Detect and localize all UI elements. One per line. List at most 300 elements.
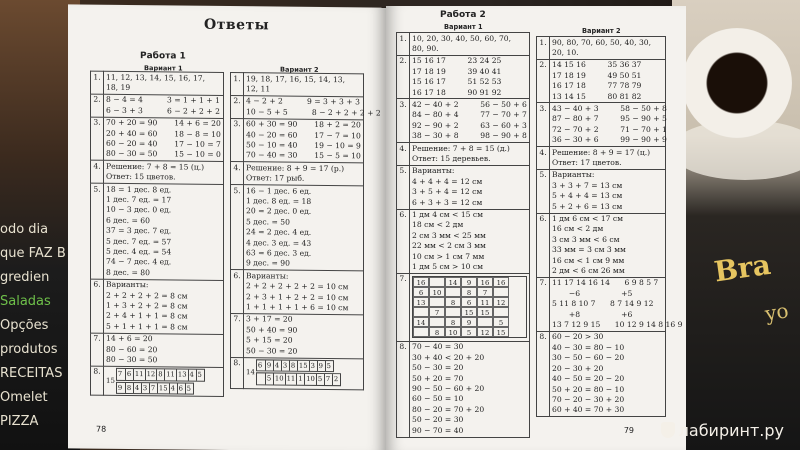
answer-row [397, 33, 530, 56]
answer-line: 60 + 30 = 90 18 + 2 = 20 [246, 119, 361, 130]
task-number: 4. [397, 143, 410, 166]
task-answer [550, 213, 666, 277]
answer-line: 18 = 1 дес. 8 ед. [106, 184, 172, 194]
square-cell [429, 297, 445, 307]
task-number: 6. [91, 279, 104, 333]
grid-cell: 3 [282, 361, 288, 370]
answer-line: 5 дес. 4 ед. = 54 [106, 246, 172, 257]
answer-row [231, 118, 364, 163]
answer-line: 14 15 16 35 36 37 [552, 60, 642, 70]
answer-line: 4 − 2 + 2 9 = 3 + 3 + 3 [246, 96, 360, 107]
grid-cell: 6 [257, 361, 263, 370]
grid-cell: 15 [298, 361, 308, 370]
answer-line: 33 мм = 3 см 3 мм [552, 245, 626, 255]
square-cell: 7 [429, 307, 445, 317]
answer-row [91, 333, 224, 368]
chalk-menu-word: RECEITAS [0, 366, 63, 381]
answer-line: 18, 19 [106, 82, 131, 92]
grid-cell: 10 [274, 374, 284, 384]
task-number: 8. [537, 331, 550, 416]
answer-row [231, 313, 364, 358]
square-cell [477, 317, 493, 327]
grid-cell: 4 [189, 371, 194, 380]
task-answer [550, 37, 666, 60]
grid-cell: 4 [170, 384, 175, 393]
answer-line: 43 − 40 + 3 58 − 50 + 8 [552, 103, 667, 113]
task-number: 7. [91, 333, 104, 366]
square-cell: 12 [493, 297, 509, 307]
task-number: 3. [231, 118, 244, 162]
answer-line: 72 − 70 + 2 71 − 70 + 1 [552, 124, 667, 134]
grid-cell: 3 [310, 361, 315, 370]
task-answer [410, 341, 530, 437]
answer-line: Решение: 7 + 8 = 15 (д.) [412, 143, 510, 153]
answer-line: 1 дм 5 см > 10 см [412, 262, 484, 272]
task-answer [104, 71, 224, 95]
task-answer [104, 366, 224, 396]
answer-row [91, 94, 224, 118]
answer-line: −6 +5 [552, 288, 633, 298]
answer-line: 80 − 30 = 50 15 − 10 = 0 [106, 149, 221, 160]
answer-row [231, 185, 364, 272]
square-cell: 10 [445, 327, 461, 337]
answer-line: Ответ: 17 рыб. [246, 173, 305, 183]
square-cell: 16 [477, 277, 493, 287]
answer-line: 92 − 90 + 2 63 − 60 + 3 [412, 120, 527, 130]
shield-icon [661, 422, 675, 438]
answer-line: 2 дм < 6 см 26 мм [552, 266, 625, 276]
grid-cell: 5 [186, 384, 191, 393]
watermark-text: лабиринт.ру [678, 421, 784, 440]
answer-line: 40 − 50 = 20 − 20 [552, 374, 625, 384]
answer-line: 13 14 15 80 81 82 [552, 91, 642, 101]
answer-row [537, 59, 666, 103]
grid-cell: 4 [274, 361, 280, 370]
task-number: 3. [537, 103, 550, 147]
answer-line: 4 дес. 3 ед. = 43 [246, 237, 312, 248]
page-number-right: 79 [623, 425, 634, 435]
grid-cell: 6 [126, 370, 132, 379]
task-answer [104, 160, 224, 184]
task-answer [410, 209, 530, 273]
chalk-menu-word: odo dia [0, 222, 49, 237]
answer-line: 1 дм 6 см < 17 см [552, 214, 624, 223]
answer-line: 5 + 2 + 6 = 13 см [552, 201, 623, 211]
answer-line: 5 11 8 10 7 8 7 14 9 12 [552, 299, 654, 309]
answer-line: Ответ: 17 цветов. [552, 157, 622, 167]
square-cell: 9 [461, 317, 477, 327]
grid-cell: 5 [266, 374, 272, 383]
grid-cell [257, 374, 265, 384]
grid-cell: 4 [134, 383, 140, 392]
square-cell: 5 [493, 317, 509, 327]
number-grid [256, 359, 334, 372]
task-number: 5. [231, 185, 244, 270]
grid-cell: 11 [134, 370, 144, 379]
grid-cell: 13 [177, 370, 187, 380]
task-answer [410, 55, 530, 99]
answer-line: 80 − 20 = 70 + 20 [412, 404, 485, 414]
number-grid [116, 368, 205, 381]
grid-cell: 11 [286, 375, 296, 384]
answer-row [397, 341, 530, 437]
answer-line: 1 + 3 + 2 + 2 = 8 см [106, 300, 188, 311]
task-answer [104, 183, 224, 280]
answer-row [231, 73, 364, 97]
grid-cell: 3 [142, 383, 148, 393]
answer-line: 63 = 6 дес. 3 ед. [246, 248, 312, 258]
square-cell [493, 287, 509, 297]
square-cell: 14 [445, 277, 461, 287]
answer-line: 84 − 80 + 4 77 − 70 + 7 [412, 110, 527, 120]
answer-line: 20 = 2 дес. 0 ед. [246, 206, 312, 217]
work1-title: Работа 1 [140, 51, 186, 62]
answer-line: 17 18 19 39 40 41 [412, 66, 502, 76]
task-number: 3. [397, 99, 410, 143]
grid-cell: 7 [117, 370, 123, 379]
answer-line: 4 + 4 + 4 = 12 см [412, 176, 483, 186]
answer-line: 6 − 3 + 3 6 − 2 + 2 + 2 [106, 105, 220, 116]
answer-line: 50 + 20 = 70 [412, 373, 464, 383]
grid-cell: 7 [325, 375, 331, 384]
chalk-menu-word: que FAZ B [0, 246, 66, 261]
answer-line: Варианты: [246, 271, 289, 281]
task-answer [550, 103, 666, 147]
answer-line: 42 − 40 + 2 56 − 50 + 6 [412, 99, 527, 109]
task-number: 7. [231, 313, 244, 357]
answer-row [397, 209, 530, 273]
task-answer [104, 94, 224, 118]
square-cell: 6 [413, 287, 429, 297]
answer-line: 2 см 3 мм < 25 мм [412, 230, 486, 240]
grid-cell: 6 [178, 384, 183, 393]
answer-line: 8 дес. = 80 [106, 267, 150, 278]
grid-cell: 12 [146, 370, 156, 379]
answer-line: 50 − 20 = 30 [412, 415, 464, 425]
answer-line: 24 = 2 дес. 4 ед. [246, 227, 312, 238]
task-number: 6. [231, 270, 244, 314]
answer-line: 6 дес. = 60 [106, 215, 150, 225]
answer-row [231, 162, 364, 186]
task-answer [410, 165, 530, 209]
answer-line: +8 +6 [552, 309, 633, 319]
answer-line: 22 мм < 2 см 3 мм [412, 241, 486, 251]
task-answer [244, 162, 364, 186]
grid-cell: 11 [166, 370, 175, 379]
square-cell: 9 [461, 277, 477, 287]
square-cell: 12 [477, 327, 493, 337]
grid-cell: 7 [150, 384, 156, 393]
answer-line: Решение: 8 + 9 = 17 (ц.) [552, 147, 651, 157]
answer-row [397, 273, 530, 341]
answer-line: 11 17 14 16 14 6 9 8 5 7 [552, 278, 659, 288]
answer-line: 50 − 30 = 20 [412, 363, 464, 373]
square-cell: 8 [461, 287, 477, 297]
answer-line: 16 − 1 дес. 6 ед. [246, 185, 312, 196]
number-grid [256, 373, 341, 386]
task-number: 4. [231, 162, 244, 185]
answer-line: 15 16 17 23 24 25 [412, 56, 502, 66]
answer-line: 3 + 17 = 20 [246, 314, 293, 325]
square-cell: 13 [413, 297, 429, 307]
page-number-left: 78 [96, 424, 107, 434]
answer-line: 16 17 18 90 91 92 [412, 87, 502, 97]
task-number: 2. [91, 94, 104, 117]
answer-line: 37 = 3 дес. 7 ед. [106, 225, 172, 236]
answer-row [91, 71, 224, 95]
square-cell: 7 [477, 287, 493, 297]
square-cell [445, 287, 461, 297]
answer-line: 36 − 30 + 6 99 − 90 + 9 [552, 135, 667, 145]
grid-cell: 8 [126, 383, 132, 392]
task-number: 5. [537, 169, 550, 213]
answer-row [537, 147, 666, 170]
chalk-menu-word: Omelet [0, 390, 48, 405]
answer-line: 3 + 3 + 7 = 13 см [552, 180, 623, 190]
answer-line: 2 + 2 + 2 + 2 = 8 см [106, 290, 188, 301]
answer-row [231, 357, 364, 390]
grid-cell: 9 [318, 362, 323, 371]
answer-line: Варианты: [552, 170, 595, 180]
answer-line: Решение: 8 + 9 = 17 (р.) [246, 162, 345, 173]
work2-v2-title: Вариант 2 [582, 27, 621, 35]
answer-line: 13 7 12 9 15 10 12 9 14 8 16 9 [552, 320, 683, 330]
answer-line: 80 − 60 = 20 [106, 344, 158, 354]
task-answer [244, 95, 381, 119]
square-cell: 15 [477, 307, 493, 317]
grid-cell: 2 [333, 375, 339, 384]
task-answer [244, 357, 364, 389]
answer-line: Решение: 7 + 8 = 15 (ц.) [106, 161, 205, 172]
answer-line: 16 17 18 77 78 79 [552, 81, 642, 91]
task-answer [410, 99, 530, 143]
grid-cell: 8 [290, 361, 296, 370]
answer-line: 5 дес. 7 ед. = 57 [106, 236, 172, 247]
task-number: 1. [231, 73, 244, 96]
answer-row [397, 99, 530, 143]
square-cell [413, 307, 429, 317]
chalk-menu-word: gredien [0, 270, 50, 285]
answer-row [397, 143, 530, 166]
answer-line: 70 − 40 = 30 [412, 342, 464, 352]
answer-row [537, 103, 666, 147]
answer-row [537, 213, 666, 277]
work2-title: Работа 2 [440, 10, 486, 20]
answer-line: 5 + 4 + 4 = 13 см [552, 191, 623, 201]
square-cell [445, 307, 461, 317]
square-cell: 14 [413, 317, 429, 327]
answer-line: Ответ: 15 деревьев. [412, 153, 491, 163]
work1-v1-title: Вариант 1 [144, 64, 183, 73]
chalk-menu-word: Opções [0, 318, 49, 333]
work1-variant1-table [90, 71, 224, 397]
answer-row [537, 277, 666, 331]
task-number: 3. [91, 117, 104, 161]
answer-line: 2 + 2 + 2 + 2 + 2 = 10 см [246, 281, 349, 292]
chalk-menu-word: Saladas [0, 294, 51, 309]
square-cell [429, 277, 445, 287]
answer-line: 40 − 30 = 80 − 10 [552, 342, 625, 352]
grid-cell: 10 [306, 375, 315, 384]
answer-line: 60 − 20 > 30 [552, 332, 604, 342]
task-number: 1. [537, 37, 550, 60]
number-grid [116, 382, 194, 395]
answer-line: 15 16 17 51 52 53 [412, 77, 502, 87]
answer-line: 10 см > 1 см 7 мм [412, 251, 485, 261]
grid-cell: 15 [158, 384, 168, 393]
square-cell: 5 [461, 327, 477, 337]
task-number: 5. [91, 183, 104, 279]
answer-line: 9 дес. = 90 [246, 258, 290, 269]
task-number: 7. [397, 273, 410, 341]
answer-line: 14 + 6 = 20 [106, 333, 153, 344]
answer-line: 16 см < 1 см 9 мм [552, 255, 625, 265]
answer-line: 1 дес. 7 ед. = 17 [106, 194, 172, 205]
square-grid [412, 276, 527, 338]
answer-line: 80 − 30 = 50 [106, 354, 158, 365]
work1-v2-title: Вариант 2 [280, 65, 319, 74]
grid-left-number: 15 [106, 376, 115, 385]
square-cell: 11 [477, 297, 493, 307]
answer-row [397, 165, 530, 209]
page-left [68, 4, 386, 450]
answer-row [91, 183, 224, 280]
square-cell: 6 [461, 297, 477, 307]
answer-line: 11, 12, 13, 14, 15, 16, 17, [106, 72, 206, 83]
answer-line: 3 см 3 мм < 6 см [552, 234, 620, 244]
work2-variant1-table [396, 32, 530, 438]
task-number: 8. [397, 341, 410, 437]
answer-line: 60 + 40 = 70 + 30 [552, 405, 625, 415]
task-answer [550, 277, 683, 331]
answer-line: 80, 90. [412, 43, 439, 53]
answer-line: 16 см < 2 дм [552, 224, 604, 234]
chalk-menu-word: produtos [0, 342, 58, 357]
answer-line: 5 + 1 + 1 + 1 = 8 см [106, 321, 188, 332]
page-right [386, 6, 686, 450]
task-answer [550, 59, 666, 103]
chalk-menu-word: PIZZA [0, 414, 39, 429]
square-cell [413, 327, 429, 337]
answer-line: 90, 80, 70, 60, 50, 40, 30, [552, 37, 652, 47]
work2-v1-title: Вариант 1 [444, 23, 483, 31]
answer-line: 87 − 80 + 7 95 − 90 + 5 [552, 114, 667, 124]
answer-line: 30 + 40 < 20 + 20 [412, 352, 485, 362]
answer-row [231, 270, 364, 315]
answer-line: Варианты: [412, 166, 455, 176]
task-number: 1. [397, 33, 410, 56]
square-cell: 8 [445, 297, 461, 307]
task-number: 2. [231, 95, 244, 118]
answer-line: 90 − 50 − 60 + 20 [412, 384, 485, 394]
square-cell [493, 307, 509, 317]
answer-row [91, 160, 224, 184]
answer-line: 1 дм 4 см < 15 см [412, 210, 484, 219]
answer-row [537, 37, 666, 60]
answer-line: 10 − 3 дес. 0 ед. [106, 205, 172, 215]
answer-line: 8 − 4 = 4 3 = 1 + 1 + 1 [106, 95, 220, 106]
answer-line: 50 + 40 = 90 [246, 325, 298, 335]
answer-line: 5 + 15 = 20 [246, 335, 293, 345]
answer-line: 3 + 5 + 4 = 12 см [412, 187, 483, 197]
chalk-word-1: Bra [712, 247, 773, 289]
task-number: 4. [537, 147, 550, 170]
answer-line: 12, 11 [246, 84, 271, 94]
answer-line: 18 см < 2 дм [412, 220, 464, 230]
coffee-cup [682, 28, 792, 138]
answer-row [91, 279, 224, 334]
answer-line: 38 − 30 + 8 98 − 90 + 8 [412, 131, 527, 141]
answer-line: 2 + 4 + 1 + 1 = 8 см [106, 311, 188, 322]
grid-left-number: 14 [246, 368, 255, 377]
answer-line: 17 18 19 49 50 51 [552, 70, 642, 80]
answer-line: 60 − 20 = 40 17 − 10 = 7 [106, 138, 221, 149]
answer-line: 20 − 30 + 20 [552, 363, 604, 373]
answer-line: 60 − 50 = 10 [412, 394, 464, 404]
answer-line: 1 дес. 8 ед. = 18 [246, 196, 312, 206]
task-number: 2. [537, 59, 550, 103]
answer-line: Ответ: 15 цветов. [106, 171, 176, 182]
square-cell: 15 [461, 307, 477, 317]
answer-line: 50 + 20 = 80 − 10 [552, 384, 625, 394]
task-answer [244, 73, 364, 97]
task-answer [104, 117, 224, 162]
task-answer [550, 147, 666, 170]
grid-cell: 8 [158, 370, 163, 379]
answer-line: 20, 10. [552, 47, 579, 57]
answer-line: 40 − 20 = 60 17 − 7 = 10 [246, 129, 361, 140]
answer-line: 19, 18, 17, 16, 15, 14, 13, [246, 73, 346, 84]
task-answer [244, 185, 364, 272]
square-cell: 15 [493, 327, 509, 337]
task-answer [550, 169, 666, 213]
answer-line: 90 − 70 = 40 [412, 425, 464, 435]
task-answer [104, 279, 224, 334]
answer-line: Варианты: [106, 279, 149, 290]
watermark [661, 421, 784, 440]
grid-cell: 1 [298, 375, 303, 384]
answer-line: 20 + 40 = 60 18 − 8 = 10 [106, 128, 221, 139]
task-answer [244, 314, 364, 359]
task-answer [244, 118, 364, 163]
answer-line: 10 − 5 + 5 8 − 2 + 2 + 2 + 2 [246, 106, 381, 118]
answer-line: 5 дес. = 50 [246, 216, 290, 227]
answer-row [91, 366, 224, 396]
square-cell: 16 [493, 277, 509, 287]
answer-line: 1 + 1 + 1 + 1 + 6 = 10 см [246, 302, 349, 313]
answer-line: 74 − 7 дес. 4 ед. [106, 257, 172, 267]
work1-variant2-table [230, 72, 381, 390]
answer-line: 50 − 30 = 20 [246, 345, 298, 356]
task-number: 8. [231, 357, 244, 388]
answer-line: 2 + 3 + 1 + 2 + 2 = 10 см [246, 291, 349, 302]
square-cell: 8 [445, 317, 461, 327]
answer-line: 10, 20, 30, 40, 50, 60, 70, [412, 33, 512, 43]
task-number: 5. [397, 165, 410, 209]
task-answer [410, 33, 530, 56]
grid-cell: 9 [266, 361, 272, 370]
grid-cell: 5 [326, 362, 331, 371]
answer-row [537, 331, 666, 416]
answer-row [91, 117, 224, 162]
task-answer [244, 270, 364, 315]
square-cell: 10 [429, 287, 445, 297]
task-number: 2. [397, 55, 410, 99]
task-number: 4. [91, 160, 104, 183]
square-cell: 16 [413, 277, 429, 287]
task-answer [410, 273, 530, 341]
task-number: 1. [91, 71, 104, 94]
